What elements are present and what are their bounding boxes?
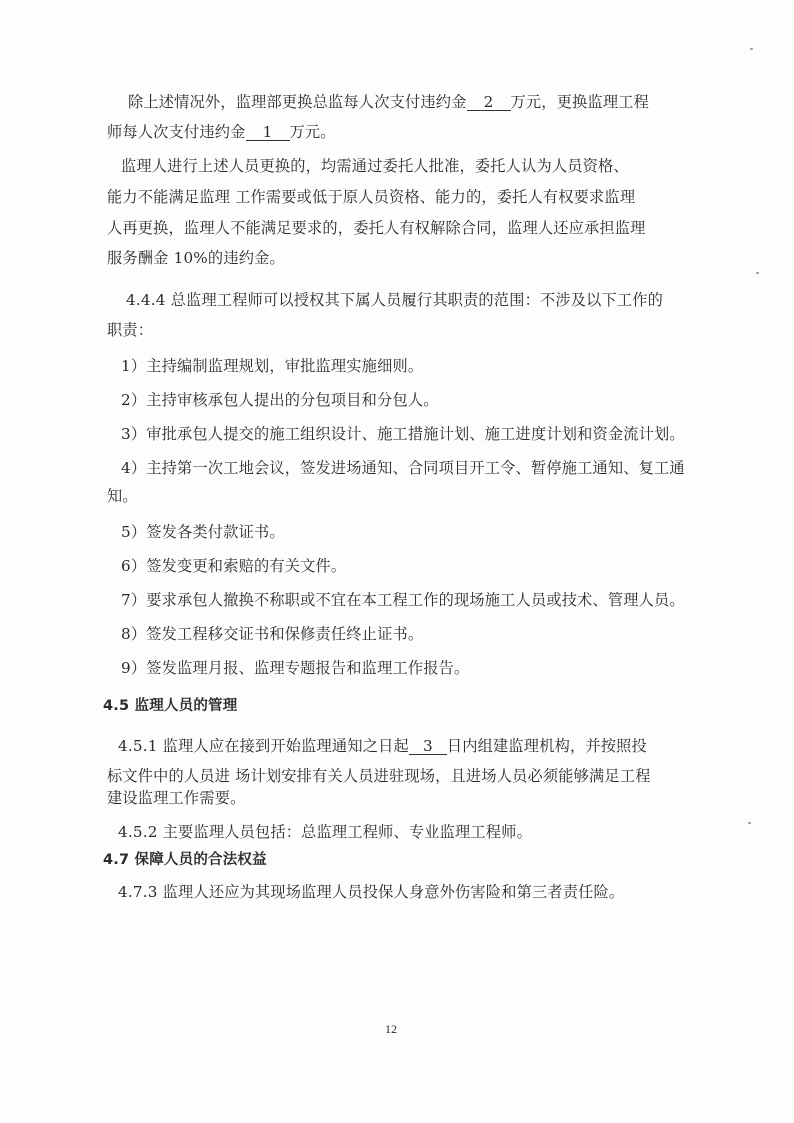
para2-line1: 监理人进行上述人员更换的，均需通过委托人批准，委托人认为人员资格、: [121, 157, 629, 175]
scan-speck: [756, 272, 759, 274]
para1-line2: [107, 122, 336, 142]
list-item-4-line1: 4）主持第一次工地会议，签发进场通知、合同项目开工令、暂停施工通知、复工通: [121, 459, 685, 477]
engineer-penalty-value: 1: [246, 124, 290, 141]
clause-4-5-1-post: 日内组建监理机构，并按照投: [446, 737, 647, 755]
para2-line2: 能力不能满足监理 工作需要或低于原人员资格、能力的，委托人有权要求监理: [107, 188, 636, 206]
para2-line4: 服务酬金 10%的违约金。: [107, 249, 285, 267]
para1-line2-pre: 师每人次支付违约金: [107, 123, 246, 141]
clause-4-5-1-line1: [118, 736, 647, 756]
list-item-3: 3）审批承包人提交的施工组织设计、施工措施计划、施工进度计划和资金流计划。: [121, 425, 685, 443]
list-item-7: 7）要求承包人撤换不称职或不宜在本工程工作的现场施工人员或技术、管理人员。: [121, 591, 685, 609]
page-number: 12: [385, 1022, 397, 1036]
list-item-5: 5）签发各类付款证书。: [121, 523, 285, 541]
list-item-9: 9）签发监理月报、监理专题报告和监理工作报告。: [121, 659, 470, 677]
list-item-4-line2: 知。: [107, 487, 138, 505]
scan-speck: [748, 822, 751, 824]
para1-line1: [128, 92, 649, 112]
list-item-1: 1）主持编制监理规划，审批监理实施细则。: [121, 357, 424, 375]
head-supervisor-penalty-value: 2: [467, 94, 511, 111]
para1-line1-pre: 除上述情况外，监理部更换总监每人次支付违约金: [128, 93, 467, 111]
section-4-7-heading: 4.7 保障人员的合法权益: [103, 852, 267, 868]
para1-line2-post: 万元。: [289, 123, 336, 141]
clause-4-5-1-line2: 标文件中的人员进 场计划安排有关人员进驻现场，且进场人员必须能够满足工程: [107, 767, 651, 785]
clause-4-4-4-line1: 4.4.4 总监理工程师可以授权其下属人员履行其职责的范围：不涉及以下工作的: [126, 291, 664, 309]
clause-4-5-2: 4.5.2 主要监理人员包括：总监理工程师、专业监理工程师。: [118, 823, 532, 841]
clause-4-5-1-line3: 建设监理工作需要。: [107, 789, 246, 807]
list-item-2: 2）主持审核承包人提出的分包项目和分包人。: [121, 391, 439, 409]
section-4-5-heading: 4.5 监理人员的管理: [103, 698, 238, 714]
scan-speck: [750, 48, 753, 50]
para2-line3: 人再更换，监理人不能满足要求的，委托人有权解除合同，监理人还应承担监理: [107, 219, 646, 237]
list-item-8: 8）签发工程移交证书和保修责任终止证书。: [121, 625, 424, 643]
para1-line1-post: 万元，更换监理工程: [510, 93, 650, 111]
clause-4-7-3: 4.7.3 监理人还应为其现场监理人员投保人身意外伤害险和第三者责任险。: [118, 883, 625, 901]
list-item-6: 6）签发变更和索赔的有关文件。: [121, 557, 347, 575]
days-value: 3: [409, 738, 447, 755]
clause-4-5-1-pre: 4.5.1 监理人应在接到开始监理通知之日起: [118, 737, 409, 755]
clause-4-4-4-line2: 职责：: [107, 321, 154, 339]
